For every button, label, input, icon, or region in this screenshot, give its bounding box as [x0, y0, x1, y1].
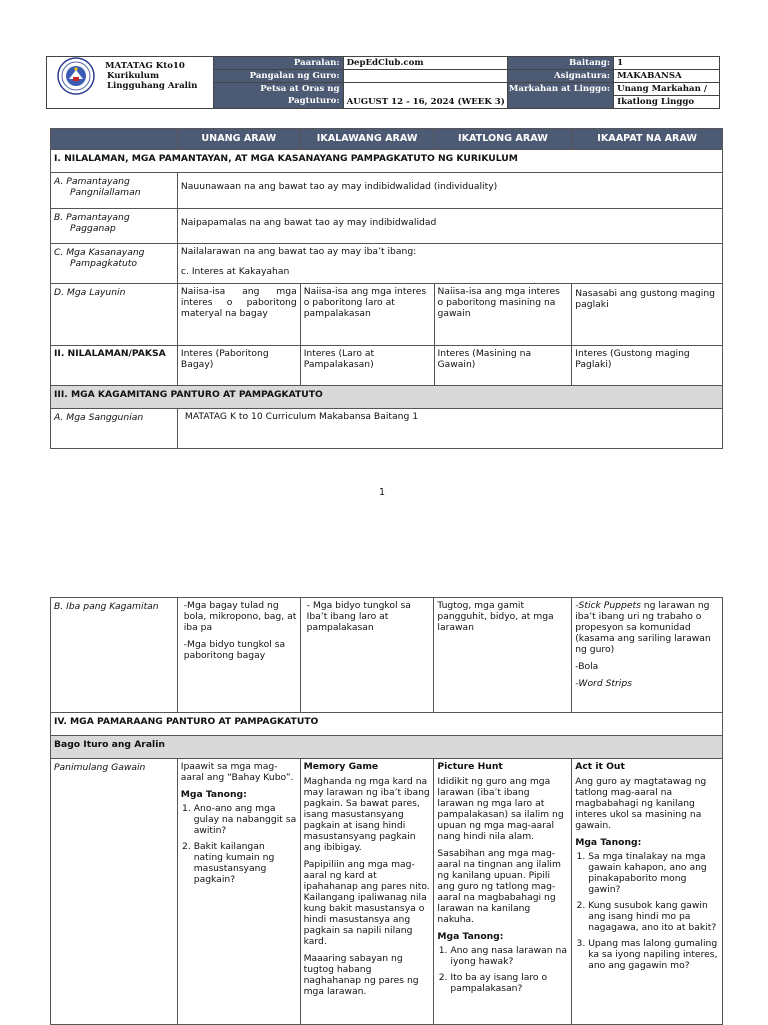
paksa-day-3: Interes (Masining na Gawain)	[434, 346, 572, 386]
pamantayang-pangnilalaman-value: Nauunawaan na ang bawat tao ay may indibidwalidad (individuality)	[177, 173, 722, 209]
question-item: 1. Sa mga tinalakay na mga gawain kahapon, ano ang pinakapaborito mong gawin?	[588, 851, 719, 895]
panimula-text: Papipiliin ang mga mag- aaral ng kard at ipahahanap ang pares nito. Kailangang ipaliwanag nila kung bakit masustansya o hindi masustansya ang pagkain sa napili nilang kard.	[303, 859, 430, 947]
page-number: 1	[379, 487, 386, 498]
kagamitan-item: -Mga bagay tulad ng bola, mikropono, bag, at iba pa	[183, 600, 297, 633]
markahan-value-1: Unang Markahan /	[614, 83, 720, 96]
kagamitan-item: -Word Strips	[575, 678, 632, 689]
paksa-day-4: Interes (Gustong maging Paglaki)	[572, 346, 723, 386]
layunin-day-2: Naiisa-isa ang mga interes o paboritong laro at pampalakasan	[300, 284, 434, 346]
label-line: B. Pamantayang	[54, 212, 130, 223]
curriculum-title	[105, 61, 197, 91]
kagamitan-item: -Mga bidyo tungkol sa paboritong bagay	[183, 639, 286, 661]
mga-layunin-label: D. Mga Layunin	[51, 284, 178, 346]
column-header-day-2: IKALAWANG ARAW	[300, 129, 434, 150]
deped-seal-icon	[57, 57, 95, 95]
mga-tanong-heading: Mga Tanong:	[437, 931, 504, 942]
kagamitan-day-1	[177, 598, 300, 713]
panimulang-gawain-label: Panimulang Gawain	[51, 759, 178, 1025]
column-header-day-3: IKATLONG ARAW	[434, 129, 572, 150]
header-table	[46, 56, 720, 109]
curriculum-title-line-2: Kurikulum	[107, 71, 160, 81]
panimula-text: Ididikit ng guro ang mga larawan (iba’t ibang larawan ng mga laro at pampalakasan) sa ilalim ng upuan ng mga mag-aaral nang hindi nila alam.	[437, 776, 564, 842]
pamantayang-pangnilalaman-label	[51, 173, 178, 209]
paaralan-value: DepEdClub.com	[343, 57, 508, 70]
pamantayang-pagganap-value: Naipapamalas na ang bawat tao ay may indibidwalidad	[177, 209, 722, 244]
kasanayang-pampagkatuto-value	[177, 244, 722, 284]
kasanayan-line-1: Nailalarawan na ang bawat tao ay may iba’t ibang:	[180, 246, 417, 257]
kasanayang-pampagkatuto-label	[51, 244, 178, 284]
panimula-day-1	[177, 759, 300, 1025]
baitang-label: Baitang:	[508, 57, 614, 70]
question-item: 1. Ano ang nasa larawan na iyong hawak?	[450, 945, 568, 967]
asignatura-label: Asignatura:	[508, 70, 614, 83]
column-header-blank	[51, 129, 178, 150]
markahan-value-2: Ikatlong Linggo	[614, 96, 720, 109]
asignatura-value: MAKABANSA	[614, 70, 720, 83]
label-line: Pangnilallaman	[70, 187, 141, 198]
curriculum-title-line-1: MATATAG Kto10	[105, 61, 185, 71]
picture-hunt-title: Picture Hunt	[437, 761, 503, 772]
sanggunian-value: MATATAG K to 10 Curriculum Makabansa Baitang 1	[177, 409, 722, 449]
label-line: Pampagkatuto	[70, 258, 138, 269]
question-item: 2. Ito ba ay isang laro o pampalakasan?	[450, 972, 568, 994]
lesson-table-page-1	[50, 128, 723, 449]
question-item: 2. Bakit kailangan nating kumain ng masustansyang pagkain?	[194, 841, 297, 885]
logo-cell	[47, 57, 214, 109]
label-line: A. Pamantayang	[54, 176, 130, 187]
panimula-text: Ang guro ay magtatawag ng tatlong mag-aaral na magbabahagi ng kanilang interes ukol sa masining na gawain.	[575, 776, 707, 831]
guro-value	[343, 70, 508, 83]
panimula-text: Ipaawit sa mga mag-aaral ang “Bahay Kubo”.	[180, 761, 294, 783]
layunin-day-4: Nasasabi ang gustong maging paglaki	[572, 284, 723, 346]
panimula-day-2	[300, 759, 434, 1025]
kagamitan-item: ng larawan ng iba’t ibang uri ng trabaho o propesyon sa komunidad (kasama ang sariling larawan ng guro)	[575, 600, 711, 655]
stick-puppets-text: -Stick Puppets	[575, 600, 641, 611]
memory-game-title: Memory Game	[303, 761, 379, 772]
panimula-day-4	[572, 759, 723, 1025]
paksa-day-2: Interes (Laro at Pampalakasan)	[300, 346, 434, 386]
kagamitan-item: -Bola	[575, 661, 599, 672]
panimula-text: Sasabihan ang mga mag-aaral na tingnan ang ilalim ng kanilang upuan. Pipili ang guro ng tatlong mag-aaral na magbabahagi ng larawan na kanilang nakuha.	[437, 848, 561, 925]
label-line: C. Mga Kasanayang	[54, 247, 145, 258]
markahan-label: Markahan at Linggo:	[508, 83, 614, 109]
pamantayang-pagganap-label	[51, 209, 178, 244]
panimula-text: Maghanda ng mga kard na may larawan ng iba’t ibang pagkain. Sa bawat pares, isang masustansyang pagkain at isang hindi masustansyang pagkain ang ibibigay.	[303, 776, 430, 853]
panimula-day-3	[434, 759, 572, 1025]
curriculum-title-line-3: Lingguhang Aralin	[107, 81, 198, 91]
mga-tanong-heading: Mga Tanong:	[575, 837, 642, 848]
kasanayan-line-2: c. Interes at Kakayahan	[180, 266, 290, 277]
kagamitan-day-4	[572, 598, 723, 713]
sanggunian-label: A. Mga Sanggunian	[51, 409, 178, 449]
iba-pang-kagamitan-label: B. Iba pang Kagamitan	[51, 598, 178, 713]
column-header-row	[51, 129, 723, 150]
guro-label: Pangalan ng Guro:	[213, 70, 343, 83]
question-item: 3. Upang mas lalong gumaling ka sa iyong napiling interes, ano ang gagawin mo?	[588, 938, 719, 971]
layunin-day-1: Naiisa-isa ang mga interes o paboritong materyal na bagay	[177, 284, 300, 346]
label-line: Pagganap	[70, 223, 116, 234]
kagamitan-day-2: - Mga bidyo tungkol sa Iba’t ibang laro at pampalakasan	[300, 598, 434, 713]
paksa-day-1: Interes (Paboritong Bagay)	[177, 346, 300, 386]
kagamitan-day-3: Tugtog, mga gamit pangguhit, bidyo, at mga larawan	[434, 598, 572, 713]
nilalaman-paksa-label: II. NILALAMAN/PAKSA	[51, 346, 178, 386]
question-item: 1. Ano-ano ang mga gulay na nabanggit sa awitin?	[194, 803, 297, 836]
petsa-label: Petsa at Oras ng Pagtuturo:	[213, 83, 343, 109]
section-1-heading: I. NILALAMAN, MGA PAMANTAYAN, AT MGA KASANAYANG PAMPAGKATUTO NG KURIKULUM	[51, 150, 723, 173]
section-4-heading: IV. MGA PAMARAANG PANTURO AT PAMPAGKATUTO	[51, 713, 723, 736]
petsa-value: AUGUST 12 - 16, 2024 (WEEK 3)	[343, 83, 508, 109]
section-3-heading: III. MGA KAGAMITANG PANTURO AT PAMPAGKATUTO	[51, 386, 723, 409]
panimula-text: Maaaring sabayan ng tugtog habang naghahanap ng pares ng mga larawan.	[303, 953, 419, 997]
bago-ituro-heading: Bago Ituro ang Aralin	[51, 736, 723, 759]
mga-tanong-heading: Mga Tanong:	[180, 789, 247, 800]
column-header-day-4: IKAAPAT NA ARAW	[572, 129, 723, 150]
lesson-table-page-2	[50, 597, 723, 1025]
column-header-day-1: UNANG ARAW	[177, 129, 300, 150]
baitang-value: 1	[614, 57, 720, 70]
layunin-day-3: Naiisa-isa ang mga interes o paboritong masining na gawain	[434, 284, 572, 346]
act-it-out-title: Act it Out	[575, 761, 625, 772]
question-item: 2. Kung susubok kang gawin ang isang hindi mo pa nagagawa, ano ito at bakit?	[588, 900, 719, 933]
paaralan-label: Paaralan:	[213, 57, 343, 70]
